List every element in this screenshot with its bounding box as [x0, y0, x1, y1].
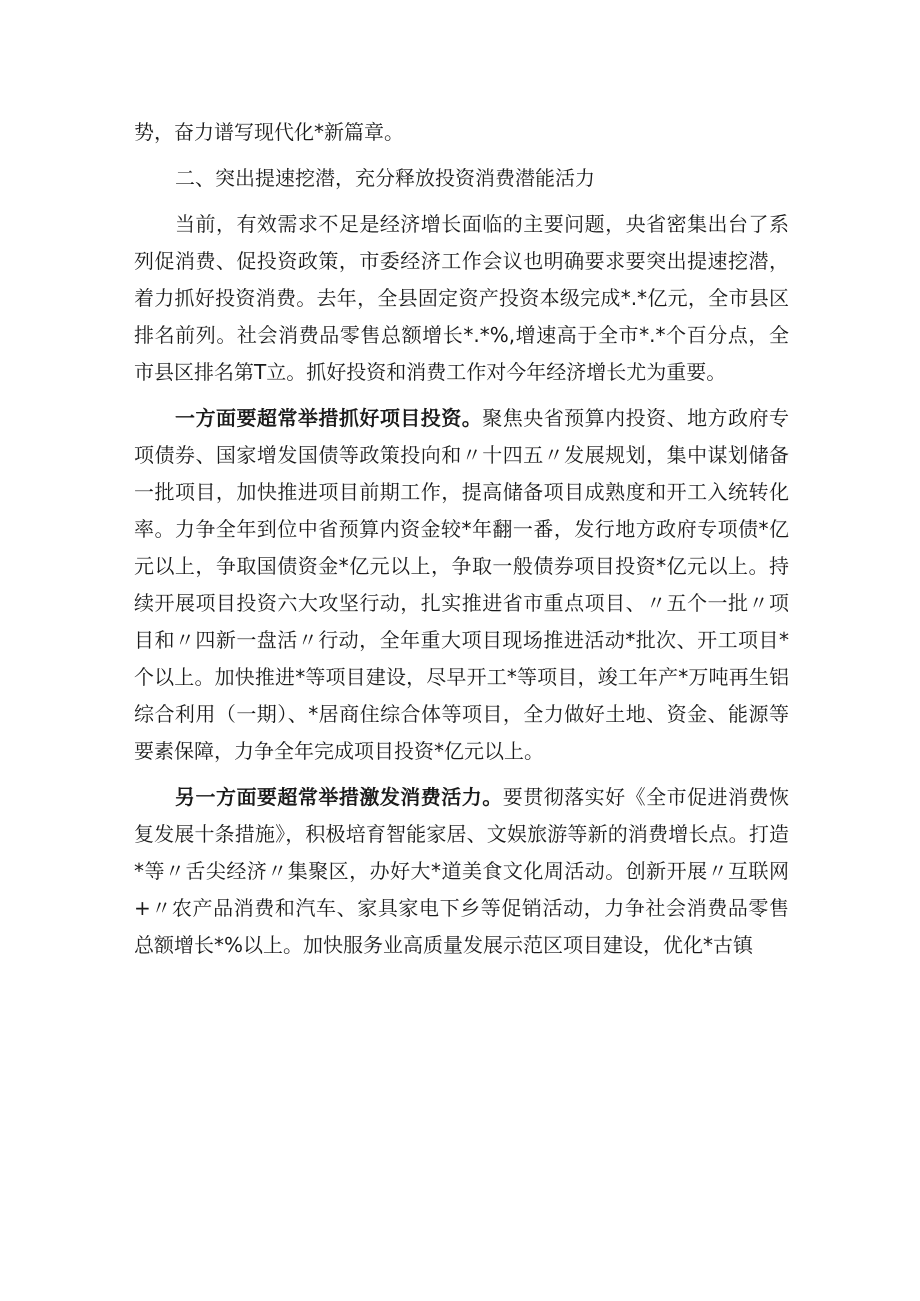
paragraph-current-situation — [134, 206, 789, 391]
paragraph-text: 聚焦央省预算内投资、地方政府专项债券、国家增发国债等政策投向和〃十四五〃发展规划，集中谋划储备一批项目，加快推进项目前期工作，提高储备项目成熟度和开工入统转化率。力争全年到位中省预算内资金较*年翻一番，发行地方政府专项债*亿元以上，争取国债资金*亿元以上，争取一般债券项目投资*亿元以上。持续开展项目投资六大攻坚行动，扎实推进省市重点项目、〃五个一批〃项目和〃四新一盘活〃行动，全年重大项目现场推进活动*批次、开工项目*个以上。加快推进*等项目建设，尽早开工*等项目，竣工年产*万吨再生铝综合利用（一期）、*居商住综合体等项目，全力做好土地、资金、能源等要素保障，力争全年完成项目投资*亿元以上。 — [134, 406, 790, 763]
paragraph-lead: 一方面要超常举措抓好项目投资。 — [175, 406, 483, 430]
paragraph-consumption-vitality — [134, 779, 789, 964]
paragraph-text: 势，奋力谱写现代化*新篇章。 — [134, 120, 404, 144]
paragraph-project-investment — [134, 400, 789, 770]
paragraph-text: 要贯彻落实好《全市促进消费恢复发展十条措施》，积极培育智能家居、文娱旅游等新的消费增长点。打造*等〃舌尖经济〃集聚区，办好大*道美食文化周活动。创新开展〃互联网+〃农产品消费和汽车、家具家电下乡等促销活动，力争社会消费品零售总额增长*%以上。加快服务业高质量发展示范区项目建设，优化*古镇 — [134, 785, 790, 957]
document-body — [134, 114, 789, 973]
paragraph-continuation — [134, 114, 789, 151]
section-heading-text: 二、突出提速挖潜，充分释放投资消费潜能活力 — [175, 166, 595, 190]
paragraph-lead: 另一方面要超常举措激发消费活力。 — [175, 785, 503, 809]
paragraph-text: 当前，有效需求不足是经济增长面临的主要问题，央省密集出台了系列促消费、促投资政策，市委经济工作会议也明确要求要突出提速挖潜，着力抓好投资消费。去年，全县固定资产投资本级完成*.*亿元，全市县区排名前列。社会消费品零售总额增长*.*%,增速高于全市*.*个百分点，全市县区排名第T立。抓好投资和消费工作对今年经济增长尤为重要。 — [134, 212, 789, 384]
section-heading — [134, 160, 789, 197]
